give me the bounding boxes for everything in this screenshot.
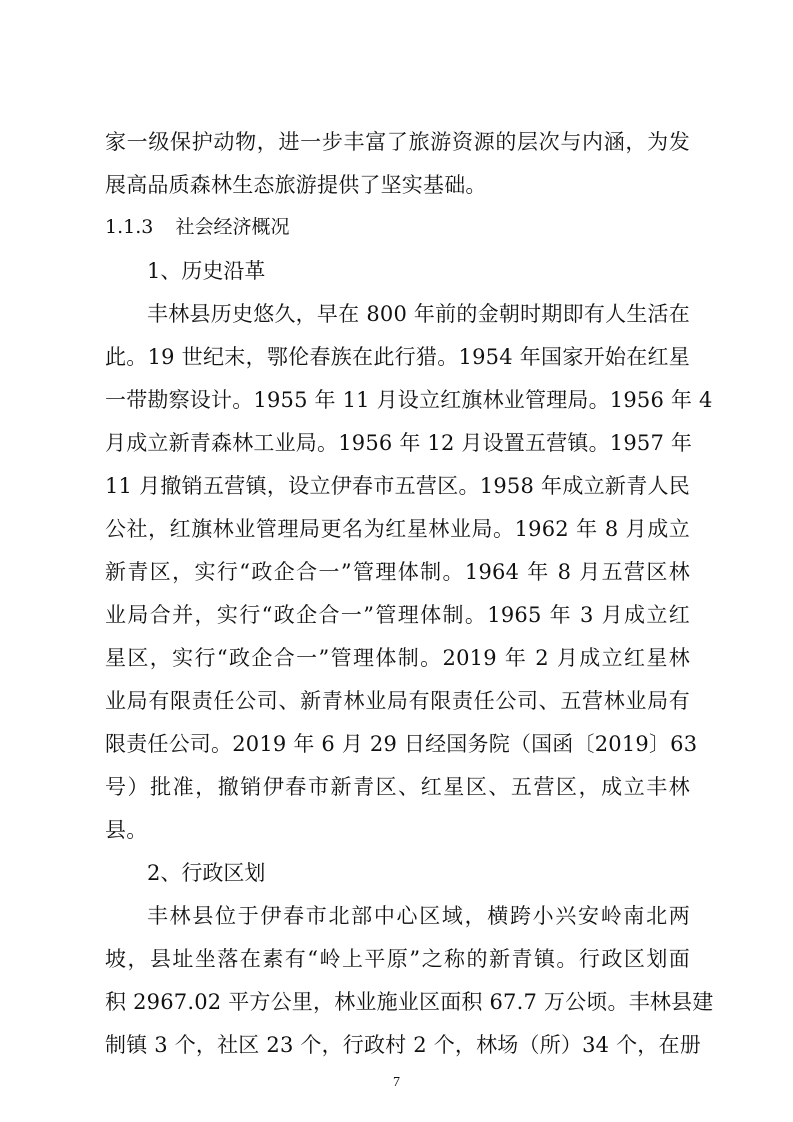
history-line: 新青区，实行“政企合一”管理体制。1964 年 8 月五营区林 <box>105 560 690 584</box>
admin-line: 丰林县位于伊春市北部中心区域，横跨小兴安岭南北两 <box>147 904 690 928</box>
admin-line: 制镇 3 个，社区 23 个，行政村 2 个，林场（所）34 个，在册 <box>105 1033 701 1057</box>
history-line: 业局有限责任公司、新青林业局有限责任公司、五营林业局有 <box>105 689 690 713</box>
history-line: 公社，红旗林业管理局更名为红星林业局。1962 年 8 月成立 <box>105 517 690 541</box>
page-number: 7 <box>393 1075 400 1090</box>
history-line: 此。19 世纪末，鄂伦春族在此行猎。1954 年国家开始在红星 <box>105 345 690 369</box>
section-heading <box>105 213 289 241</box>
history-line: 星区，实行“政企合一”管理体制。2019 年 2 月成立红星林 <box>105 646 690 670</box>
intro-line-1: 家一级保护动物，进一步丰富了旅游资源的层次与内涵，为发 <box>105 130 690 154</box>
history-line: 月成立新青森林工业局。1956 年 12 月设置五营镇。1957 年 <box>105 431 693 455</box>
history-line: 限责任公司。2019 年 6 月 29 日经国务院（国函〔2019〕63 <box>105 732 698 756</box>
intro-line-2: 展高品质森林生态旅游提供了坚实基础。 <box>105 173 487 197</box>
admin-line: 积 2967.02 平方公里，林业施业区面积 67.7 万公顷。丰林县建 <box>105 990 714 1014</box>
history-line: 业局合并，实行“政企合一”管理体制。1965 年 3 月成立红 <box>105 603 690 627</box>
history-heading: 1、历史沿革 <box>147 259 266 283</box>
admin-heading: 2、行政区划 <box>147 861 266 885</box>
history-line: 县。 <box>105 818 148 842</box>
history-line: 一带勘察设计。1955 年 11 月设立红旗林业管理局。1956 年 4 <box>105 388 713 412</box>
history-line: 号）批准，撤销伊春市新青区、红星区、五营区，成立丰林 <box>105 775 690 799</box>
section-title: 社会经济概况 <box>175 216 290 238</box>
section-number: 1.1.3 <box>105 216 154 238</box>
history-line: 丰林县历史悠久，早在 800 年前的金朝时期即有人生活在 <box>147 302 690 326</box>
admin-line: 坡，县址坐落在素有“岭上平原”之称的新青镇。行政区划面 <box>105 947 690 971</box>
history-line: 11 月撤销五营镇，设立伊春市五营区。1958 年成立新青人民 <box>105 474 690 498</box>
